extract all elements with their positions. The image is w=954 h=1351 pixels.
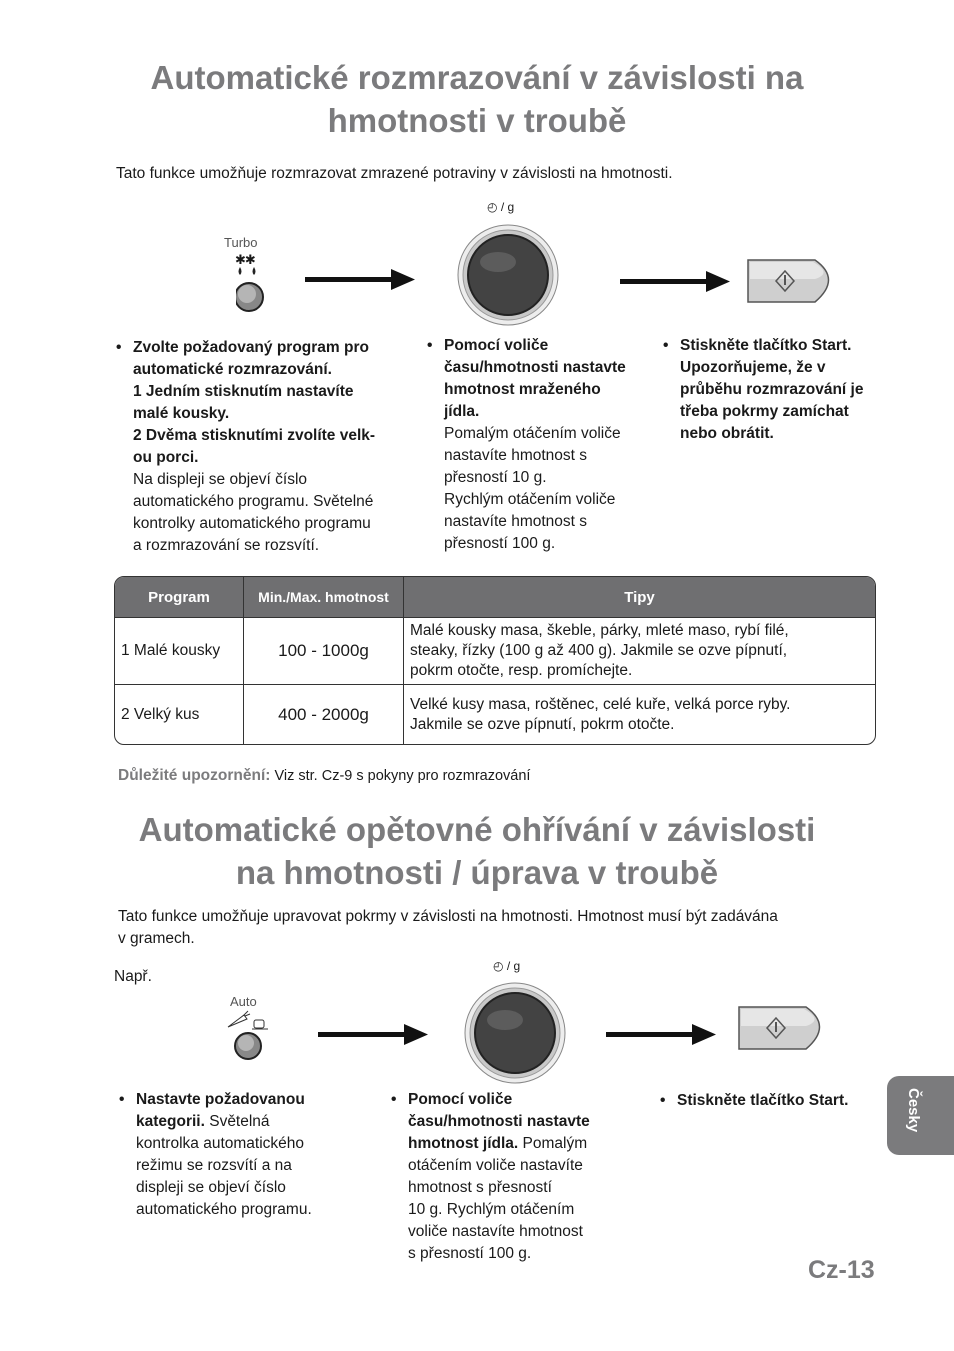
example-label: Např. — [114, 968, 152, 985]
auto-label: Auto — [230, 994, 257, 1009]
arrow-icon — [318, 1024, 428, 1046]
auto-step3-text: • Stiskněte tlačítko Start. — [660, 1092, 849, 1109]
start-button[interactable] — [745, 257, 845, 305]
table-cell-weight: 100 - 1000g — [244, 618, 404, 685]
time-weight-dial[interactable] — [455, 224, 561, 326]
arrow-icon — [606, 1024, 716, 1046]
important-note: Důležité upozornění: Viz str. Cz-9 s pokyny pro rozmrazování — [118, 767, 531, 784]
table-cell-tips: Malé kousky masa, škeble, párky, mleté maso, rybí filé, steaky, řízky (100 g až 400 g). Jakmile se ozve pípnutí, pokrm otočte, resp. promíchejte. — [404, 618, 876, 685]
arrow-icon — [305, 269, 415, 291]
snowflake-icon: ✱✱ — [235, 252, 255, 267]
auto-program-button[interactable] — [226, 1009, 272, 1061]
page-number: Cz-13 — [808, 1256, 875, 1284]
turbo-label: Turbo — [224, 235, 258, 250]
clock-weight-icon: ◴ / g — [487, 200, 515, 214]
table-header-program: Program — [115, 577, 244, 618]
table-cell-program: 1 Malé kousky — [115, 618, 244, 685]
auto-step1-text: • Nastavte požadovanou kategorii. Světelná kontrolka automatického režimu se rozsvítí a na displeji se objeví číslo automatického programu. — [119, 1091, 312, 1218]
auto-step2-text: • Pomocí voliče času/hmotnosti nastavte hmotnost jídla. Pomalým otáčením voliče nastavíte hmotnost s přesností 10 g. Rychlým otáčením voliče nastavíte hmotnost s přesností 100 g. — [391, 1091, 590, 1262]
table-cell-tips: Velké kusy masa, roštěnec, celé kuře, velká porce ryby. Jakmile se ozve pípnutí, pokrm otočte. — [404, 685, 876, 745]
carrot-cup-icon — [228, 1011, 268, 1029]
section2-title: Automatické opětovné ohřívání v závislosti na hmotnosti / úprava v troubě — [138, 811, 816, 891]
arrow-icon — [620, 271, 730, 293]
start-button[interactable] — [736, 1004, 836, 1052]
table-cell-weight: 400 - 2000g — [244, 685, 404, 745]
defrost-program-table — [114, 576, 876, 745]
step2-text: • Pomocí voliče času/hmotnosti nastavte hmotnost mraženého jídla. Pomalým otáčením voliče nastavíte hmotnost s přesností 10 g. Rychlým otáčením voliče nastavíte hmotnost s přesností 100 g. — [427, 337, 626, 552]
droplet-icon — [239, 267, 256, 275]
time-weight-dial[interactable] — [462, 982, 568, 1084]
table-row — [115, 685, 875, 745]
clock-weight-icon: ◴ / g — [493, 959, 521, 973]
table-header-weight: Min./Max. hmotnost — [244, 577, 404, 618]
table-cell-program: 2 Velký kus — [115, 685, 244, 745]
table-row — [115, 618, 875, 685]
language-tab: Česky — [887, 1076, 954, 1155]
section1-title: Automatické rozmrazování v závislosti na hmotnosti v troubě — [150, 59, 804, 139]
step3-text: • Stiskněte tlačítko Start. Upozorňujeme, že v průběhu rozmrazování je třeba pokrmy zamíchat nebo obrátit. — [663, 337, 864, 442]
table-header-tips: Tipy — [404, 577, 876, 618]
section2-intro: Tato funkce umožňuje upravovat pokrmy v závislosti na hmotnosti. Hmotnost musí být zadávána v gramech. — [118, 908, 778, 947]
step1-text: • Zvolte požadovaný program pro automatické rozmrazování. 1 Jedním stisknutím nastavíte malé kousky. 2 Dvěma stisknutími zvolíte velk- ou porci. Na displeji se objeví číslo automatického programu. Světelné kontrolky automatického programu a rozmrazování se rozsvítí. — [116, 339, 376, 554]
turbo-defrost-button[interactable] — [236, 264, 266, 314]
section1-intro: Tato funkce umožňuje rozmrazovat zmrazené potraviny v závislosti na hmotnosti. — [116, 165, 673, 182]
